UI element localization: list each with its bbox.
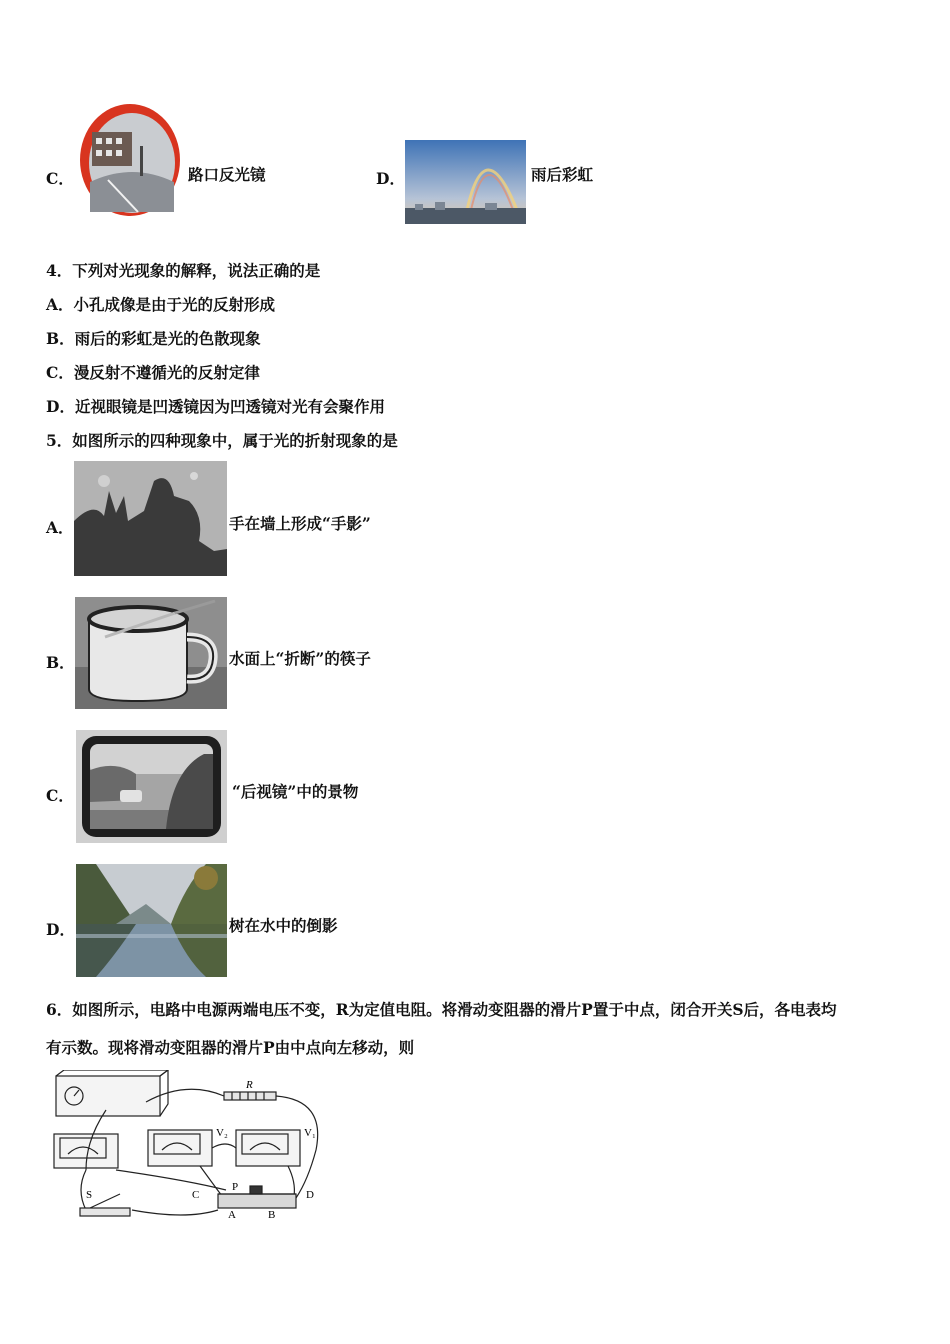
- rearview-mirror-photo: [76, 730, 227, 843]
- circuit-label-d: D: [306, 1189, 314, 1201]
- q4-stem: 4．下列对光现象的解释，说法正确的是: [46, 261, 321, 280]
- q5-option-a-letter: A．: [46, 518, 74, 537]
- circuit-label-b: B: [268, 1209, 276, 1221]
- q5-option-c-letter: C．: [46, 786, 74, 805]
- q6-text-line2: 有示数。现将滑动变阻器的滑片P由中点向左移动，则: [46, 1038, 415, 1057]
- circuit-label-s: S: [86, 1189, 93, 1201]
- q5-option-b-letter: B．: [46, 653, 75, 672]
- q4-option-b: B．雨后的彩虹是光的色散现象: [46, 329, 261, 348]
- q3-option-d-label: 雨后彩虹: [531, 165, 594, 184]
- q4-option-d: D．近视眼镜是凹透镜因为凹透镜对光有会聚作用: [46, 397, 385, 416]
- circuit-label-r: R: [246, 1079, 253, 1091]
- q4-option-a: A．小孔成像是由于光的反射形成: [46, 295, 276, 314]
- circuit-label-v1: V₁: [304, 1127, 316, 1139]
- q5-option-b-label: 水面上“折断”的筷子: [229, 649, 371, 668]
- circuit-label-p: P: [232, 1181, 239, 1193]
- q3-option-c-label: 路口反光镜: [188, 165, 266, 184]
- circuit-label-v2: V₂: [216, 1127, 228, 1139]
- q5-option-a-label: 手在墙上形成“手影”: [229, 514, 371, 533]
- tree-reflection-photo: [76, 864, 227, 977]
- q5-option-d-label: 树在水中的倒影: [229, 916, 338, 935]
- q5-stem: 5．如图所示的四种现象中，属于光的折射现象的是: [46, 431, 398, 450]
- rainbow-photo: [405, 140, 526, 224]
- q4-option-c: C．漫反射不遵循光的反射定律: [46, 363, 260, 382]
- q3-option-d-letter: D．: [376, 169, 405, 188]
- convex-mirror-photo: [78, 102, 182, 218]
- q5-option-c-label: “后视镜”中的景物: [232, 782, 359, 801]
- circuit-label-a: A: [228, 1209, 236, 1221]
- q6-text-line1: 6．如图所示，电路中电源两端电压不变，R为定值电阻。将滑动变阻器的滑片P置于中点，闭合开关S后，各电表均: [46, 1000, 837, 1019]
- circuit-label-c: C: [192, 1189, 200, 1201]
- cup-chopstick-photo: [75, 597, 227, 709]
- circuit-diagram: [46, 1070, 336, 1222]
- q3-option-c-letter: C．: [46, 169, 74, 188]
- hand-shadow-photo: [74, 461, 227, 576]
- q5-option-d-letter: D．: [46, 920, 75, 939]
